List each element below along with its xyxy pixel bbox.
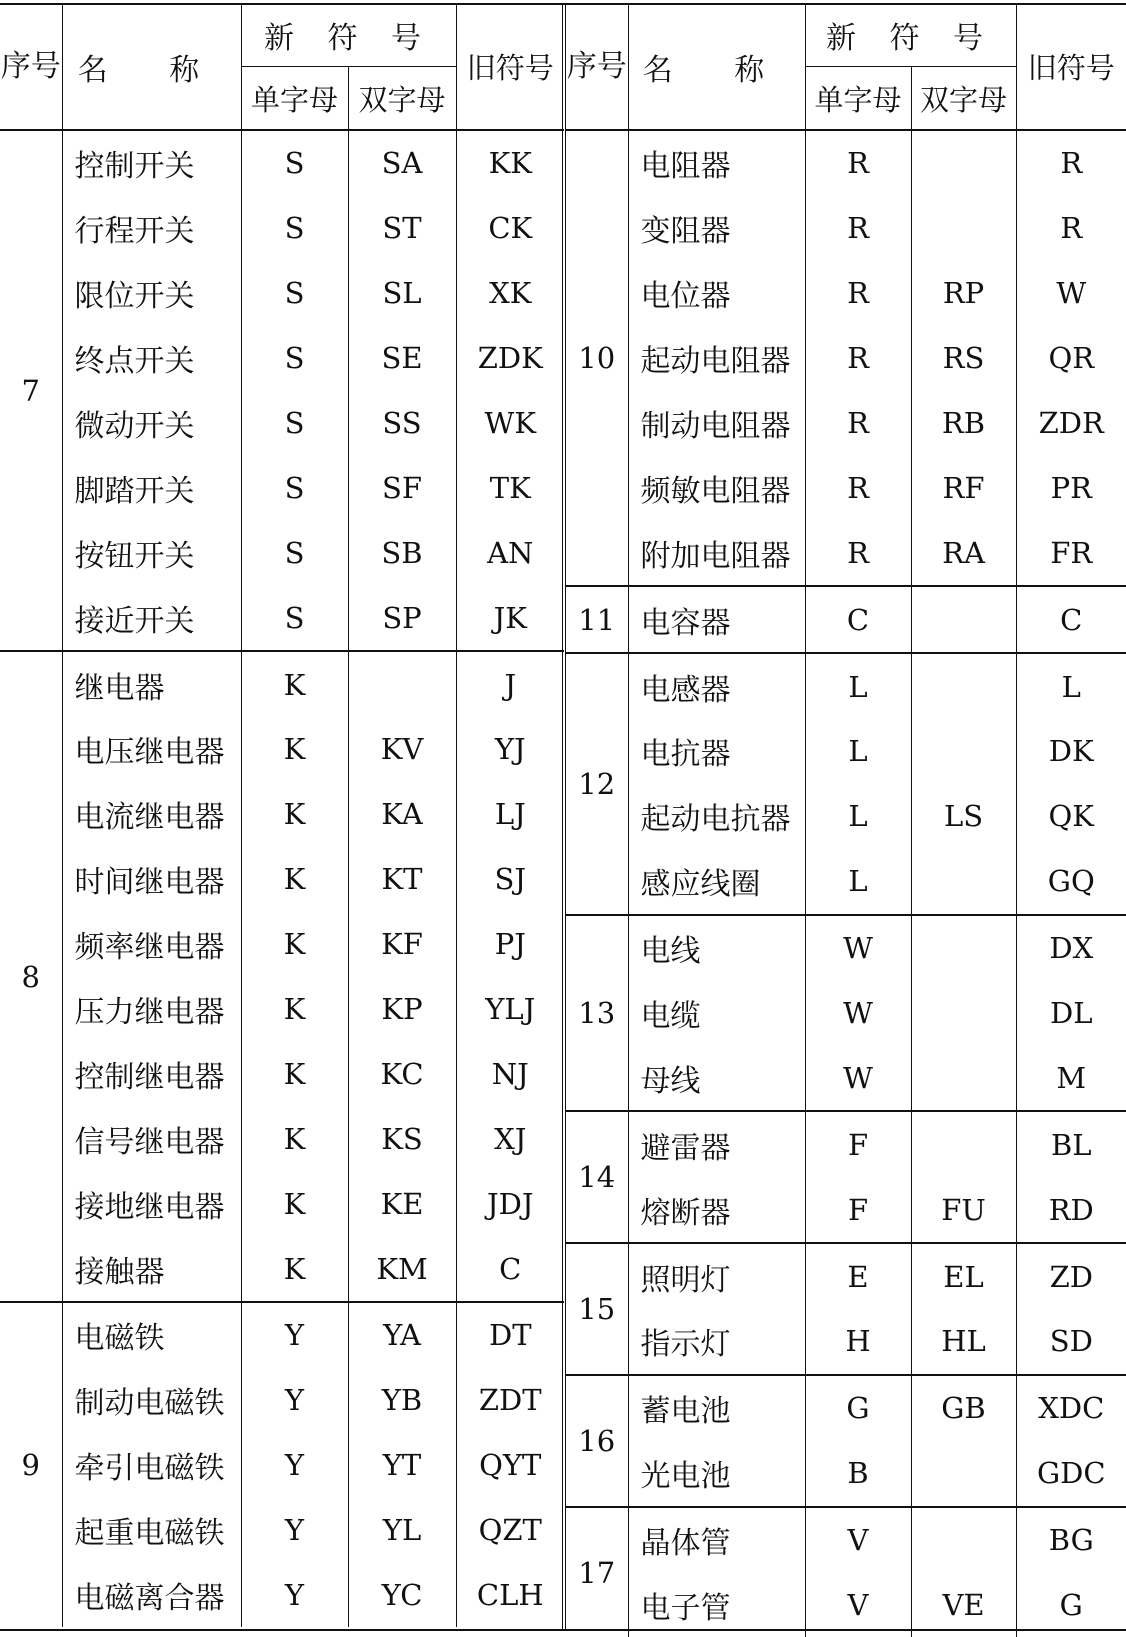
single-letter-symbol: H	[805, 1309, 911, 1375]
table-row	[0, 651, 564, 717]
table-row	[566, 130, 1126, 196]
group-number: 10	[566, 130, 628, 586]
old-symbol: SD	[1016, 1309, 1126, 1375]
table-row	[566, 391, 1126, 456]
component-name: 接地继电器	[62, 1171, 241, 1236]
double-letter-symbol: YA	[348, 1302, 456, 1368]
table-row	[566, 653, 1126, 719]
old-symbol: G	[1059, 1588, 1083, 1623]
component-name: 电容器	[628, 586, 805, 653]
old-symbol: JK	[456, 585, 564, 651]
old-symbol: L	[1061, 669, 1081, 704]
table-row	[566, 196, 1126, 261]
single-letter-symbol: R	[805, 520, 911, 586]
single-letter-symbol: V	[805, 1507, 911, 1573]
single-letter-symbol: Y	[241, 1433, 348, 1498]
component-name: 频敏电阻器	[628, 455, 805, 520]
single-letter-symbol: K	[241, 977, 348, 1042]
single-letter-symbol: R	[805, 391, 911, 456]
old-symbol: RD	[1016, 1177, 1126, 1243]
group-number: 13	[566, 915, 628, 1112]
component-name: 光电池	[628, 1441, 805, 1507]
table-row	[566, 1507, 1126, 1573]
double-letter-symbol: GB	[911, 1375, 1016, 1441]
component-name: 附加电阻器	[628, 520, 805, 586]
double-letter-symbol: RA	[911, 520, 1016, 586]
old-symbol: KK	[488, 146, 532, 181]
table-row	[0, 520, 564, 585]
table-row	[566, 1375, 1126, 1441]
single-letter-symbol: K	[241, 782, 348, 847]
double-letter-symbol	[911, 130, 1016, 196]
bottom-rule	[0, 1629, 1126, 1631]
component-name: 电磁铁	[62, 1302, 241, 1368]
group-number: 17	[566, 1507, 628, 1637]
group-number: 11	[566, 586, 628, 653]
double-letter-symbol: KC	[348, 1041, 456, 1106]
double-letter-symbol: YB	[348, 1368, 456, 1433]
header-double-letter: 双字母	[911, 67, 1016, 131]
header-single-letter: 单字母	[805, 67, 911, 131]
table-row	[0, 391, 564, 456]
table-row	[566, 261, 1126, 326]
table-row	[566, 520, 1126, 586]
single-letter-symbol: Y	[241, 1368, 348, 1433]
table-row	[566, 455, 1126, 520]
table-row	[0, 585, 564, 651]
table-row	[0, 455, 564, 520]
single-letter-symbol: S	[241, 455, 348, 520]
component-name: 指示灯	[628, 1309, 805, 1375]
single-letter-symbol: K	[241, 847, 348, 912]
single-letter-symbol: F	[805, 1111, 911, 1177]
table-row	[566, 1573, 1126, 1637]
table-row	[566, 326, 1126, 391]
table-row	[0, 130, 564, 196]
component-name: 熔断器	[628, 1177, 805, 1243]
single-letter-symbol: K	[241, 1171, 348, 1236]
old-symbol: DL	[1050, 996, 1093, 1031]
component-name: 电阻器	[628, 130, 805, 196]
double-letter-symbol: SP	[348, 585, 456, 651]
table-row	[0, 261, 564, 326]
double-letter-symbol: KV	[348, 717, 456, 782]
old-symbol: DT	[488, 1318, 532, 1353]
old-symbol: ZD	[1049, 1259, 1093, 1294]
component-name: 限位开关	[62, 261, 241, 326]
double-letter-symbol: SE	[348, 326, 456, 391]
old-symbol: YJ	[494, 732, 526, 767]
double-letter-symbol: SA	[348, 130, 456, 196]
single-letter-symbol: K	[241, 1236, 348, 1302]
old-symbol: JDJ	[487, 1186, 534, 1221]
header-old-symbol: 旧符号	[1016, 4, 1126, 130]
component-name: 终点开关	[62, 326, 241, 391]
table-row	[0, 717, 564, 782]
component-name: 电位器	[628, 261, 805, 326]
old-symbol: YLJ	[485, 992, 536, 1027]
group-number: 12	[566, 653, 628, 915]
single-letter-symbol: F	[805, 1177, 911, 1243]
single-letter-symbol: L	[805, 653, 911, 719]
old-symbol: QZT	[478, 1513, 542, 1548]
old-symbol: XJ	[494, 1121, 527, 1156]
group-number: 9	[0, 1302, 62, 1627]
double-letter-symbol	[911, 849, 1016, 915]
double-letter-symbol: SL	[348, 261, 456, 326]
old-symbol: QYT	[479, 1448, 542, 1483]
table-row	[566, 784, 1126, 849]
old-symbol: LJ	[494, 797, 526, 832]
header-single-letter: 单字母	[241, 67, 348, 131]
single-letter-symbol: W	[805, 1045, 911, 1111]
table-row	[0, 1236, 564, 1302]
component-name: 起重电磁铁	[62, 1498, 241, 1563]
component-name: 控制继电器	[62, 1041, 241, 1106]
old-symbol: TK	[489, 470, 531, 505]
double-letter-symbol	[911, 1045, 1016, 1111]
double-letter-symbol: YT	[348, 1433, 456, 1498]
single-letter-symbol: K	[241, 1041, 348, 1106]
table-row	[0, 1498, 564, 1563]
single-letter-symbol: K	[241, 912, 348, 977]
single-letter-symbol: W	[805, 915, 911, 981]
old-symbol: GQ	[1016, 849, 1126, 915]
component-name: 按钮开关	[62, 520, 241, 585]
component-name: 晶体管	[628, 1507, 805, 1573]
double-letter-symbol: KP	[348, 977, 456, 1042]
old-symbol: DX	[1049, 931, 1094, 966]
single-letter-symbol: S	[241, 196, 348, 261]
component-name: 电线	[628, 915, 805, 981]
component-name: 牵引电磁铁	[62, 1433, 241, 1498]
old-symbol: BL	[1050, 1127, 1092, 1162]
single-letter-symbol: R	[805, 130, 911, 196]
old-symbol: C	[1016, 586, 1126, 653]
double-letter-symbol: KM	[348, 1236, 456, 1302]
table-row	[0, 1433, 564, 1498]
header-new-symbol: 新 符 号	[241, 4, 456, 67]
table-row	[566, 915, 1126, 981]
double-letter-symbol	[911, 915, 1016, 981]
double-letter-symbol: SF	[348, 455, 456, 520]
table-row	[0, 1171, 564, 1236]
single-letter-symbol: B	[805, 1441, 911, 1507]
old-symbol: ZDR	[1038, 406, 1104, 440]
table-row	[566, 1111, 1126, 1177]
old-symbol: CLH	[476, 1578, 544, 1613]
component-name: 接近开关	[62, 585, 241, 651]
component-name: 控制开关	[62, 130, 241, 196]
single-letter-symbol: Y	[241, 1302, 348, 1368]
double-letter-symbol: RB	[911, 391, 1016, 456]
left-table	[0, 4, 564, 1627]
double-letter-symbol: RS	[911, 326, 1016, 391]
component-name: 压力继电器	[62, 977, 241, 1042]
double-letter-symbol: KE	[348, 1171, 456, 1236]
table-row	[566, 586, 1126, 653]
header-old-symbol: 旧符号	[456, 4, 564, 130]
component-name: 电子管	[628, 1573, 805, 1637]
table-row	[0, 977, 564, 1042]
single-letter-symbol: K	[241, 717, 348, 782]
table-row	[566, 719, 1126, 784]
double-letter-symbol	[911, 586, 1016, 653]
double-letter-symbol	[911, 1441, 1016, 1507]
component-name: 母线	[628, 1045, 805, 1111]
single-letter-symbol: R	[805, 261, 911, 326]
double-letter-symbol: KS	[348, 1106, 456, 1171]
component-name: 避雷器	[628, 1111, 805, 1177]
table-row	[566, 1045, 1126, 1111]
header-name: 名 称	[628, 4, 805, 130]
component-name: 继电器	[62, 651, 241, 717]
component-name: 频率继电器	[62, 912, 241, 977]
old-symbol: QK	[1048, 799, 1094, 834]
table-row	[0, 1106, 564, 1171]
old-symbol: FR	[1016, 520, 1126, 586]
double-letter-symbol	[911, 196, 1016, 261]
component-name: 微动开关	[62, 391, 241, 456]
component-name: 蓄电池	[628, 1375, 805, 1441]
double-letter-symbol: YC	[348, 1563, 456, 1628]
table-row	[566, 981, 1126, 1046]
double-letter-symbol: RF	[911, 455, 1016, 520]
table-row	[566, 1441, 1126, 1507]
double-letter-symbol: RP	[911, 261, 1016, 326]
component-name: 起动电抗器	[628, 784, 805, 849]
table-row	[0, 196, 564, 261]
component-name: 脚踏开关	[62, 455, 241, 520]
single-letter-symbol: V	[805, 1573, 911, 1637]
single-letter-symbol: S	[241, 326, 348, 391]
single-letter-symbol: S	[241, 520, 348, 585]
group-number: 7	[0, 130, 62, 651]
component-name: 电感器	[628, 653, 805, 719]
single-letter-symbol: E	[805, 1243, 911, 1309]
old-symbol: GDC	[1016, 1441, 1126, 1507]
table-row	[0, 782, 564, 847]
double-letter-symbol: VE	[911, 1573, 1016, 1637]
double-letter-symbol	[911, 719, 1016, 784]
table-row	[0, 1302, 564, 1368]
component-name: 制动电阻器	[628, 391, 805, 456]
table-row	[566, 1177, 1126, 1243]
single-letter-symbol: Y	[241, 1498, 348, 1563]
old-symbol: M	[1016, 1045, 1126, 1111]
single-letter-symbol: W	[805, 981, 911, 1046]
component-name: 起动电阻器	[628, 326, 805, 391]
table-row	[0, 1563, 564, 1628]
single-letter-symbol: Y	[241, 1563, 348, 1628]
double-letter-symbol: SB	[348, 520, 456, 585]
component-name: 感应线圈	[628, 849, 805, 915]
table-row	[0, 912, 564, 977]
component-name: 照明灯	[628, 1243, 805, 1309]
header-new-symbol: 新 符 号	[805, 4, 1016, 67]
old-symbol: WK	[484, 406, 536, 440]
old-symbol: QR	[1048, 341, 1095, 376]
double-letter-symbol: HL	[911, 1309, 1016, 1375]
table-row	[0, 847, 564, 912]
single-letter-symbol: R	[805, 455, 911, 520]
component-name: 变阻器	[628, 196, 805, 261]
table-row	[566, 1309, 1126, 1375]
old-symbol: R	[1060, 211, 1083, 246]
old-symbol: PR	[1050, 470, 1092, 505]
single-letter-symbol: S	[241, 391, 348, 456]
table-row	[566, 1243, 1126, 1309]
single-letter-symbol: L	[805, 849, 911, 915]
double-letter-symbol: FU	[911, 1177, 1016, 1243]
header-double-letter: 双字母	[348, 67, 456, 131]
table-row	[0, 1041, 564, 1106]
single-letter-symbol: G	[805, 1375, 911, 1441]
double-letter-symbol: KT	[348, 847, 456, 912]
single-letter-symbol: L	[805, 784, 911, 849]
right-table	[566, 4, 1126, 1637]
header-seq: 序号	[0, 4, 62, 130]
header-name: 名 称	[62, 4, 241, 130]
component-name: 电缆	[628, 981, 805, 1046]
component-name: 接触器	[62, 1236, 241, 1302]
double-letter-symbol	[911, 981, 1016, 1046]
old-symbol: ZDK	[477, 341, 543, 376]
double-letter-symbol: KF	[348, 912, 456, 977]
old-symbol: DK	[1048, 734, 1094, 769]
double-letter-symbol: ST	[348, 196, 456, 261]
double-letter-symbol: LS	[911, 784, 1016, 849]
component-name: 电流继电器	[62, 782, 241, 847]
old-symbol: ZDT	[478, 1383, 542, 1418]
single-letter-symbol: S	[241, 585, 348, 651]
old-symbol: W	[1056, 276, 1087, 311]
old-symbol: C	[456, 1236, 564, 1302]
double-letter-symbol	[911, 1111, 1016, 1177]
double-letter-symbol: SS	[348, 391, 456, 456]
double-letter-symbol: KA	[348, 782, 456, 847]
old-symbol: PJ	[494, 927, 526, 962]
group-number: 14	[566, 1111, 628, 1243]
double-letter-symbol	[911, 653, 1016, 719]
single-letter-symbol: K	[241, 651, 348, 717]
old-symbol: AN	[487, 535, 534, 570]
old-symbol: XDC	[1038, 1391, 1105, 1426]
single-letter-symbol: S	[241, 261, 348, 326]
component-name: 信号继电器	[62, 1106, 241, 1171]
double-letter-symbol	[348, 651, 456, 717]
single-letter-symbol: R	[805, 326, 911, 391]
component-name: 电抗器	[628, 719, 805, 784]
old-symbol: BG	[1048, 1523, 1094, 1558]
header-seq: 序号	[566, 4, 628, 130]
table-row	[566, 849, 1126, 915]
old-symbol: NJ	[491, 1056, 529, 1091]
old-symbol: XK	[489, 276, 532, 311]
group-number: 15	[566, 1243, 628, 1375]
old-symbol: R	[1060, 146, 1083, 181]
single-letter-symbol: R	[805, 196, 911, 261]
single-letter-symbol: C	[805, 586, 911, 653]
table-row	[0, 1368, 564, 1433]
single-letter-symbol: L	[805, 719, 911, 784]
table-row	[0, 326, 564, 391]
old-symbol: SJ	[494, 862, 527, 897]
component-name: 电压继电器	[62, 717, 241, 782]
old-symbol: J	[504, 667, 517, 702]
single-letter-symbol: K	[241, 1106, 348, 1171]
component-name: 时间继电器	[62, 847, 241, 912]
component-name: 行程开关	[62, 196, 241, 261]
old-symbol: CK	[488, 211, 533, 246]
double-letter-symbol: EL	[911, 1243, 1016, 1309]
group-number: 16	[566, 1375, 628, 1507]
group-number: 8	[0, 651, 62, 1302]
single-letter-symbol: S	[241, 130, 348, 196]
double-letter-symbol	[911, 1507, 1016, 1573]
component-name: 电磁离合器	[62, 1563, 241, 1628]
double-letter-symbol: YL	[348, 1498, 456, 1563]
component-name: 制动电磁铁	[62, 1368, 241, 1433]
